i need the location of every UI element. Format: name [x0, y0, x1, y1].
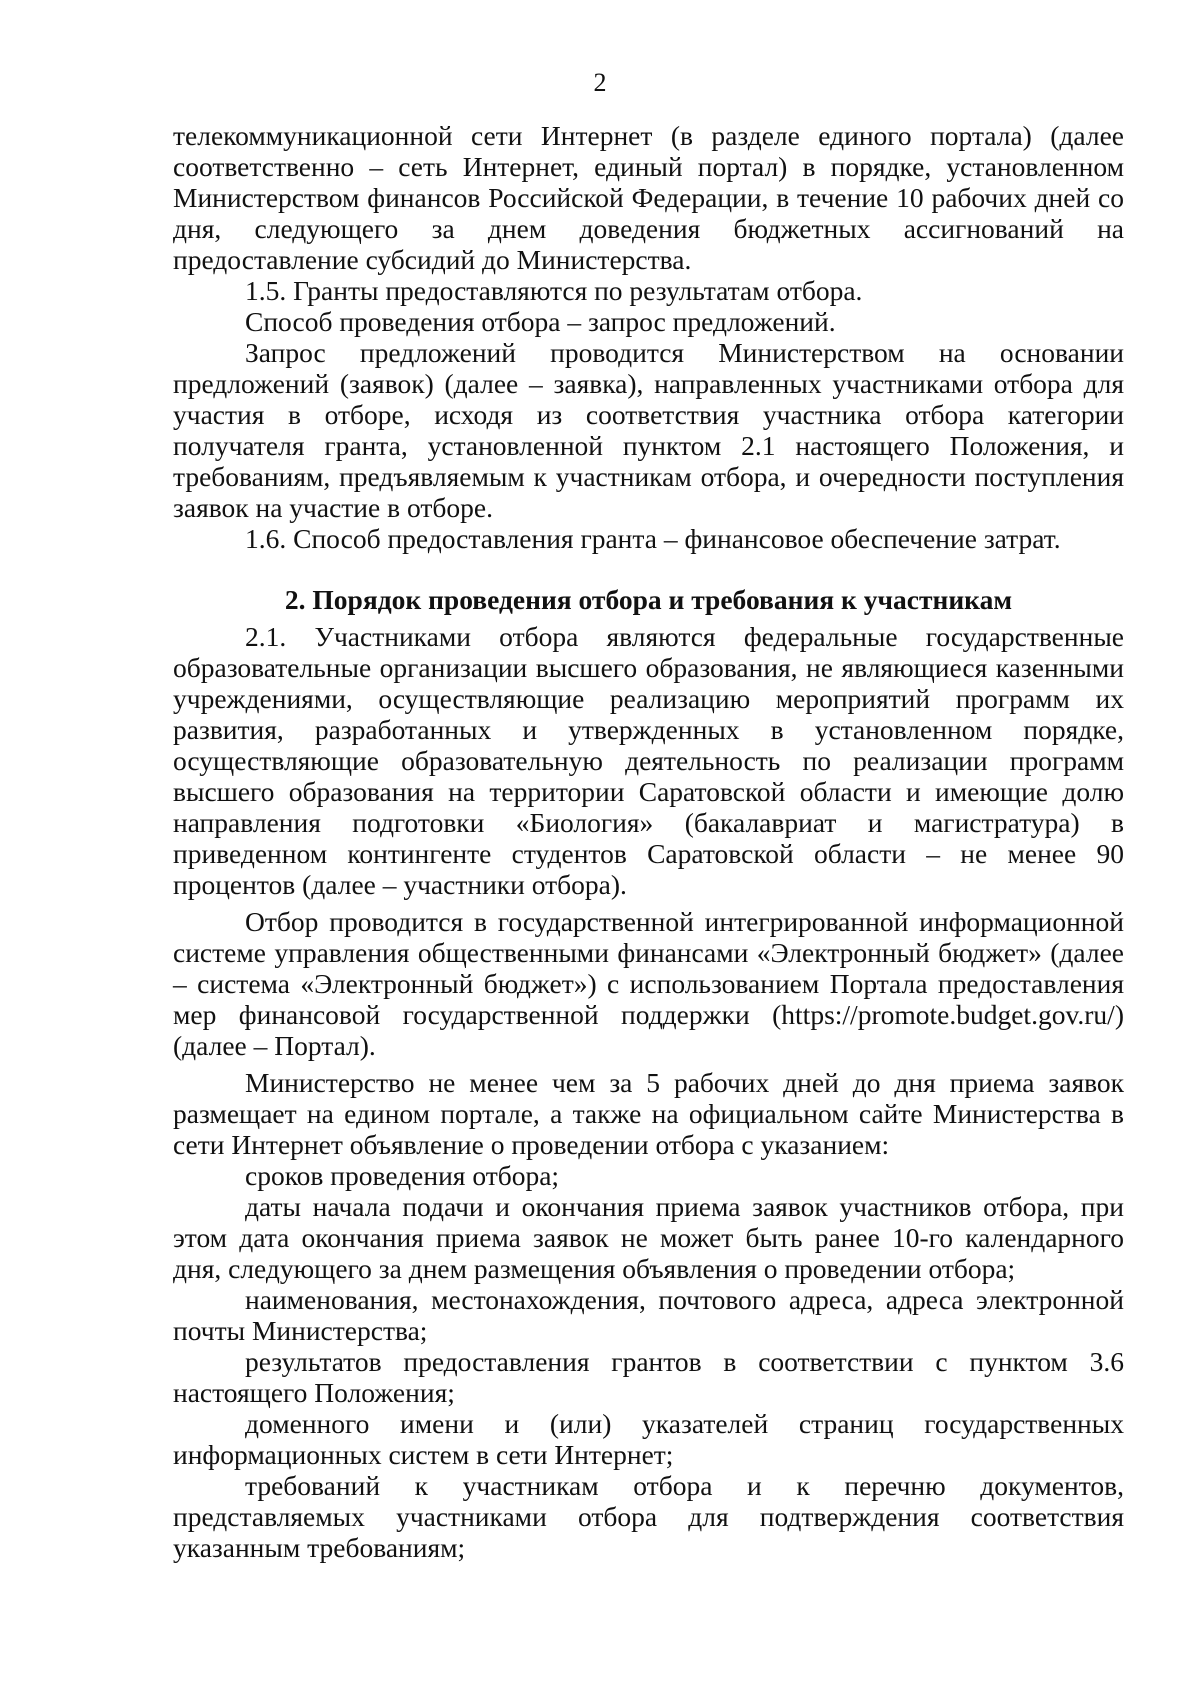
list-item-dates: даты начала подачи и окончания приема заявок участников отбора, при этом дата окончания приема заявок не может быть ранее 10-го календарного дня, следующего за днем размещения объявления о проведении отбора; [173, 1191, 1124, 1284]
paragraph-1-6: 1.6. Способ предоставления гранта – финансовое обеспечение затрат. [245, 523, 1061, 554]
document-body [173, 120, 1124, 1563]
list-item-requirements: требований к участникам отбора и к перечню документов, представляемых участниками отбора для подтверждения соответствия указанным требованиям; [173, 1470, 1124, 1563]
paragraph-announcement: Министерство не менее чем за 5 рабочих дней до дня приема заявок размещает на едином портале, а также на официальном сайте Министерства в сети Интернет объявление о проведении отбора с указанием: [173, 1067, 1124, 1160]
list-item-contacts: наименования, местонахождения, почтового адреса, адреса электронной почты Министерства; [173, 1284, 1124, 1346]
page-number: 2 [593, 68, 607, 97]
list-item-terms: сроков проведения отбора; [245, 1160, 560, 1191]
paragraph-selection-method: Способ проведения отбора – запрос предложений. [245, 306, 836, 337]
paragraph-proposal-request: Запрос предложений проводится Министерством на основании предложений (заявок) (далее – заявка), направленных участниками отбора для участия в отборе, исходя из соответствия участника отбора категории получателя гранта, установленной пунктом 2.1 настоящего Положения, и требованиям, предъявляемым к участникам отбора, и очередности поступления заявок на участие в отборе. [173, 337, 1124, 523]
section-heading: 2. Порядок проведения отбора и требования к участникам [284, 584, 1013, 615]
paragraph-2-1: 2.1. Участниками отбора являются федеральные государственные образовательные организации высшего образования, не являющиеся казенными учреждениями, осуществляющие реализацию мероприятий программ их развития, разработанных и утвержденных в установленном порядке, осуществляющие образовательную деятельность по реализации программ высшего образования на территории Саратовской области и имеющие долю направления подготовки «Биология» (бакалавриат и магистратура) в приведенном контингенте студентов Саратовской области – не менее 90 процентов (далее – участники отбора). [173, 621, 1124, 900]
paragraph-continuation: телекоммуникационной сети Интернет (в разделе единого портала) (далее соответственно – сеть Интернет, единый портал) в порядке, установленном Министерством финансов Российской Федерации, в течение 10 рабочих дней со дня, следующего за днем доведения бюджетных ассигнований на предоставление субсидий до Министерства. [173, 120, 1124, 275]
list-item-results: результатов предоставления грантов в соответствии с пунктом 3.6 настоящего Положения; [173, 1346, 1124, 1408]
list-item-domain: доменного имени и (или) указателей страниц государственных информационных систем в сети Интернет; [173, 1408, 1124, 1470]
paragraph-electronic-budget: Отбор проводится в государственной интегрированной информационной системе управления общественными финансами «Электронный бюджет» (далее – система «Электронный бюджет») с использованием Портала предоставления мер финансовой государственной поддержки (https://promote.budget.gov.ru/) (далее – Портал). [173, 906, 1124, 1061]
paragraph-1-5: 1.5. Гранты предоставляются по результатам отбора. [245, 275, 863, 306]
